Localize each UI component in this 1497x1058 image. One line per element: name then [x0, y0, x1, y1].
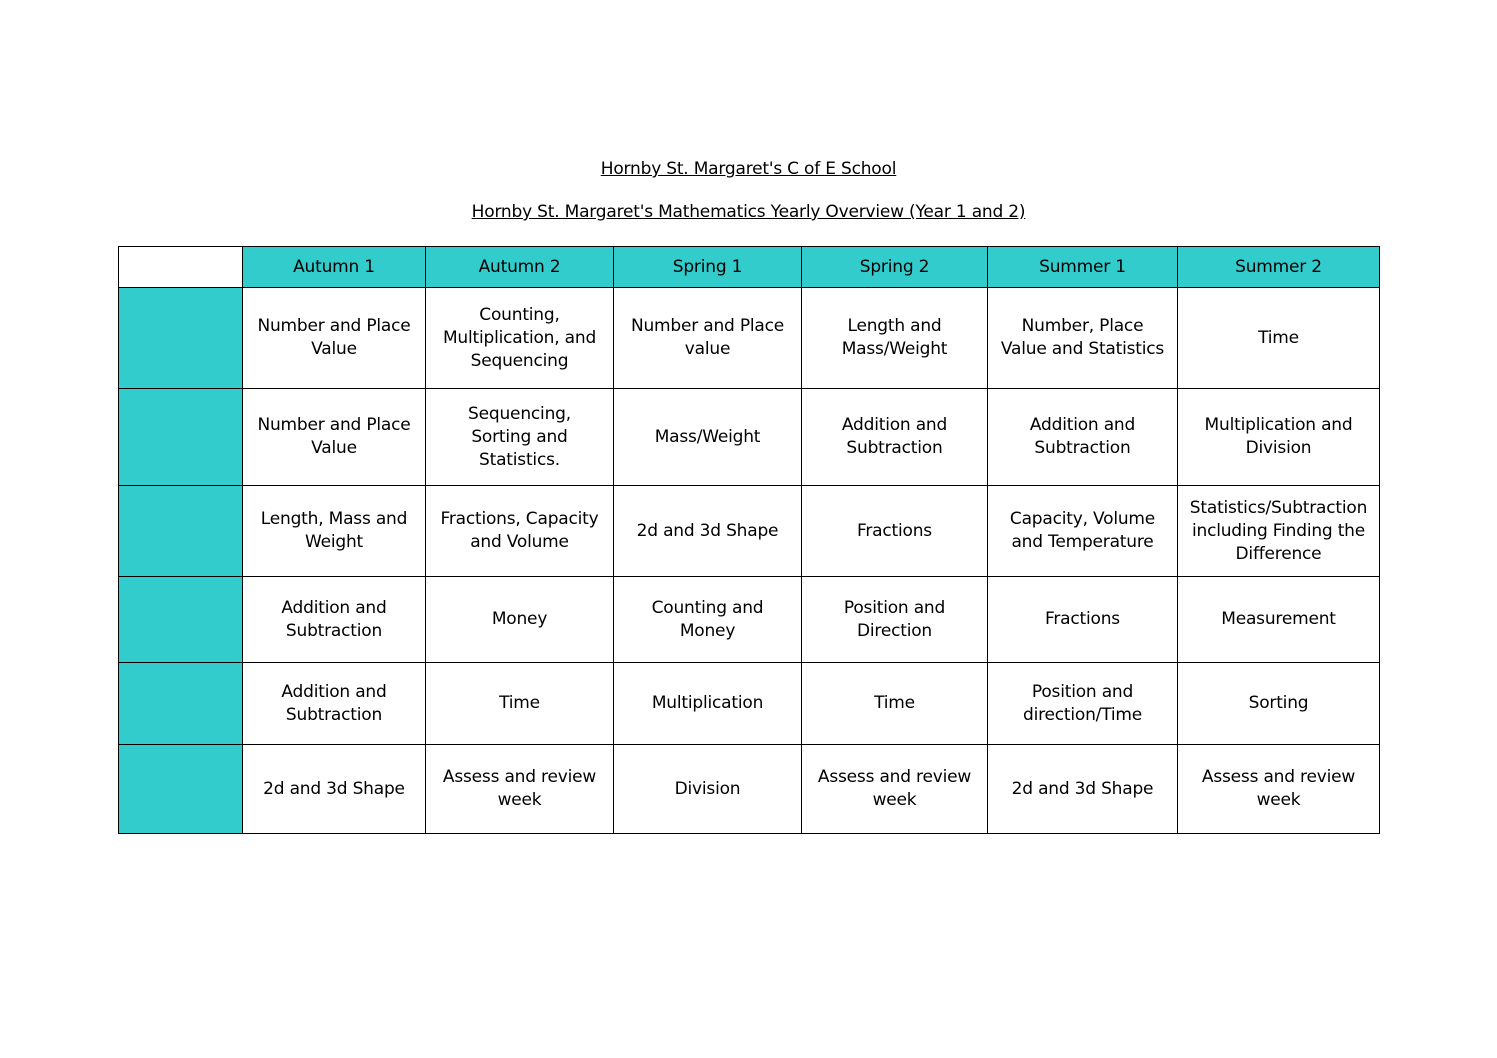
- header-autumn-2: Autumn 2: [426, 247, 614, 288]
- document-title: Hornby St. Margaret's Mathematics Yearly Overview (Year 1 and 2): [471, 202, 1026, 222]
- header-summer-2: Summer 2: [1178, 247, 1380, 288]
- yearly-overview-table: [118, 246, 1380, 834]
- table-cell: Sequencing, Sorting and Statistics.: [426, 389, 614, 486]
- header-spring-1: Spring 1: [614, 247, 802, 288]
- table-cell: Addition and Subtraction: [243, 577, 426, 663]
- row-label-cell: [119, 486, 243, 577]
- table-cell: Position and direction/Time: [988, 663, 1178, 745]
- row-label-cell: [119, 577, 243, 663]
- table-cell: Measurement: [1178, 577, 1380, 663]
- table-row: [119, 288, 1380, 389]
- table-cell: Counting and Money: [614, 577, 802, 663]
- table-cell: Fractions: [988, 577, 1178, 663]
- table-cell: Assess and review week: [802, 745, 988, 834]
- table-cell: 2d and 3d Shape: [988, 745, 1178, 834]
- table-cell: Time: [426, 663, 614, 745]
- table-cell: Time: [802, 663, 988, 745]
- table-cell: Number and Place Value: [243, 288, 426, 389]
- table-row: [119, 745, 1380, 834]
- table-cell: Addition and Subtraction: [802, 389, 988, 486]
- table-cell: Money: [426, 577, 614, 663]
- row-label-cell: [119, 745, 243, 834]
- table-cell: 2d and 3d Shape: [243, 745, 426, 834]
- table-row: [119, 486, 1380, 577]
- table-row: [119, 577, 1380, 663]
- header-summer-1: Summer 1: [988, 247, 1178, 288]
- table-cell: Mass/Weight: [614, 389, 802, 486]
- school-title: Hornby St. Margaret's C of E School: [600, 159, 897, 179]
- table-cell: Fractions: [802, 486, 988, 577]
- row-label-cell: [119, 288, 243, 389]
- table-cell: Assess and review week: [1178, 745, 1380, 834]
- table-cell: Fractions, Capacity and Volume: [426, 486, 614, 577]
- row-label-cell: [119, 663, 243, 745]
- table-cell: 2d and 3d Shape: [614, 486, 802, 577]
- row-label-cell: [119, 389, 243, 486]
- table-cell: Counting, Multiplication, and Sequencing: [426, 288, 614, 389]
- table-cell: Number, Place Value and Statistics: [988, 288, 1178, 389]
- table-row: [119, 389, 1380, 486]
- header-row: [119, 247, 1380, 288]
- corner-cell: [119, 247, 243, 288]
- table-cell: Multiplication: [614, 663, 802, 745]
- table-cell: Statistics/Subtraction including Finding the Difference: [1178, 486, 1380, 577]
- table-cell: Number and Place Value: [243, 389, 426, 486]
- header-autumn-1: Autumn 1: [243, 247, 426, 288]
- table-row: [119, 663, 1380, 745]
- table-cell: Position and Direction: [802, 577, 988, 663]
- table-cell: Sorting: [1178, 663, 1380, 745]
- table-cell: Time: [1178, 288, 1380, 389]
- table-cell: Number and Place value: [614, 288, 802, 389]
- table-cell: Multiplication and Division: [1178, 389, 1380, 486]
- table-cell: Addition and Subtraction: [988, 389, 1178, 486]
- table-cell: Capacity, Volume and Temperature: [988, 486, 1178, 577]
- table-cell: Assess and review week: [426, 745, 614, 834]
- table-cell: Length, Mass and Weight: [243, 486, 426, 577]
- table-cell: Addition and Subtraction: [243, 663, 426, 745]
- table-cell: Length and Mass/Weight: [802, 288, 988, 389]
- table-cell: Division: [614, 745, 802, 834]
- header-spring-2: Spring 2: [802, 247, 988, 288]
